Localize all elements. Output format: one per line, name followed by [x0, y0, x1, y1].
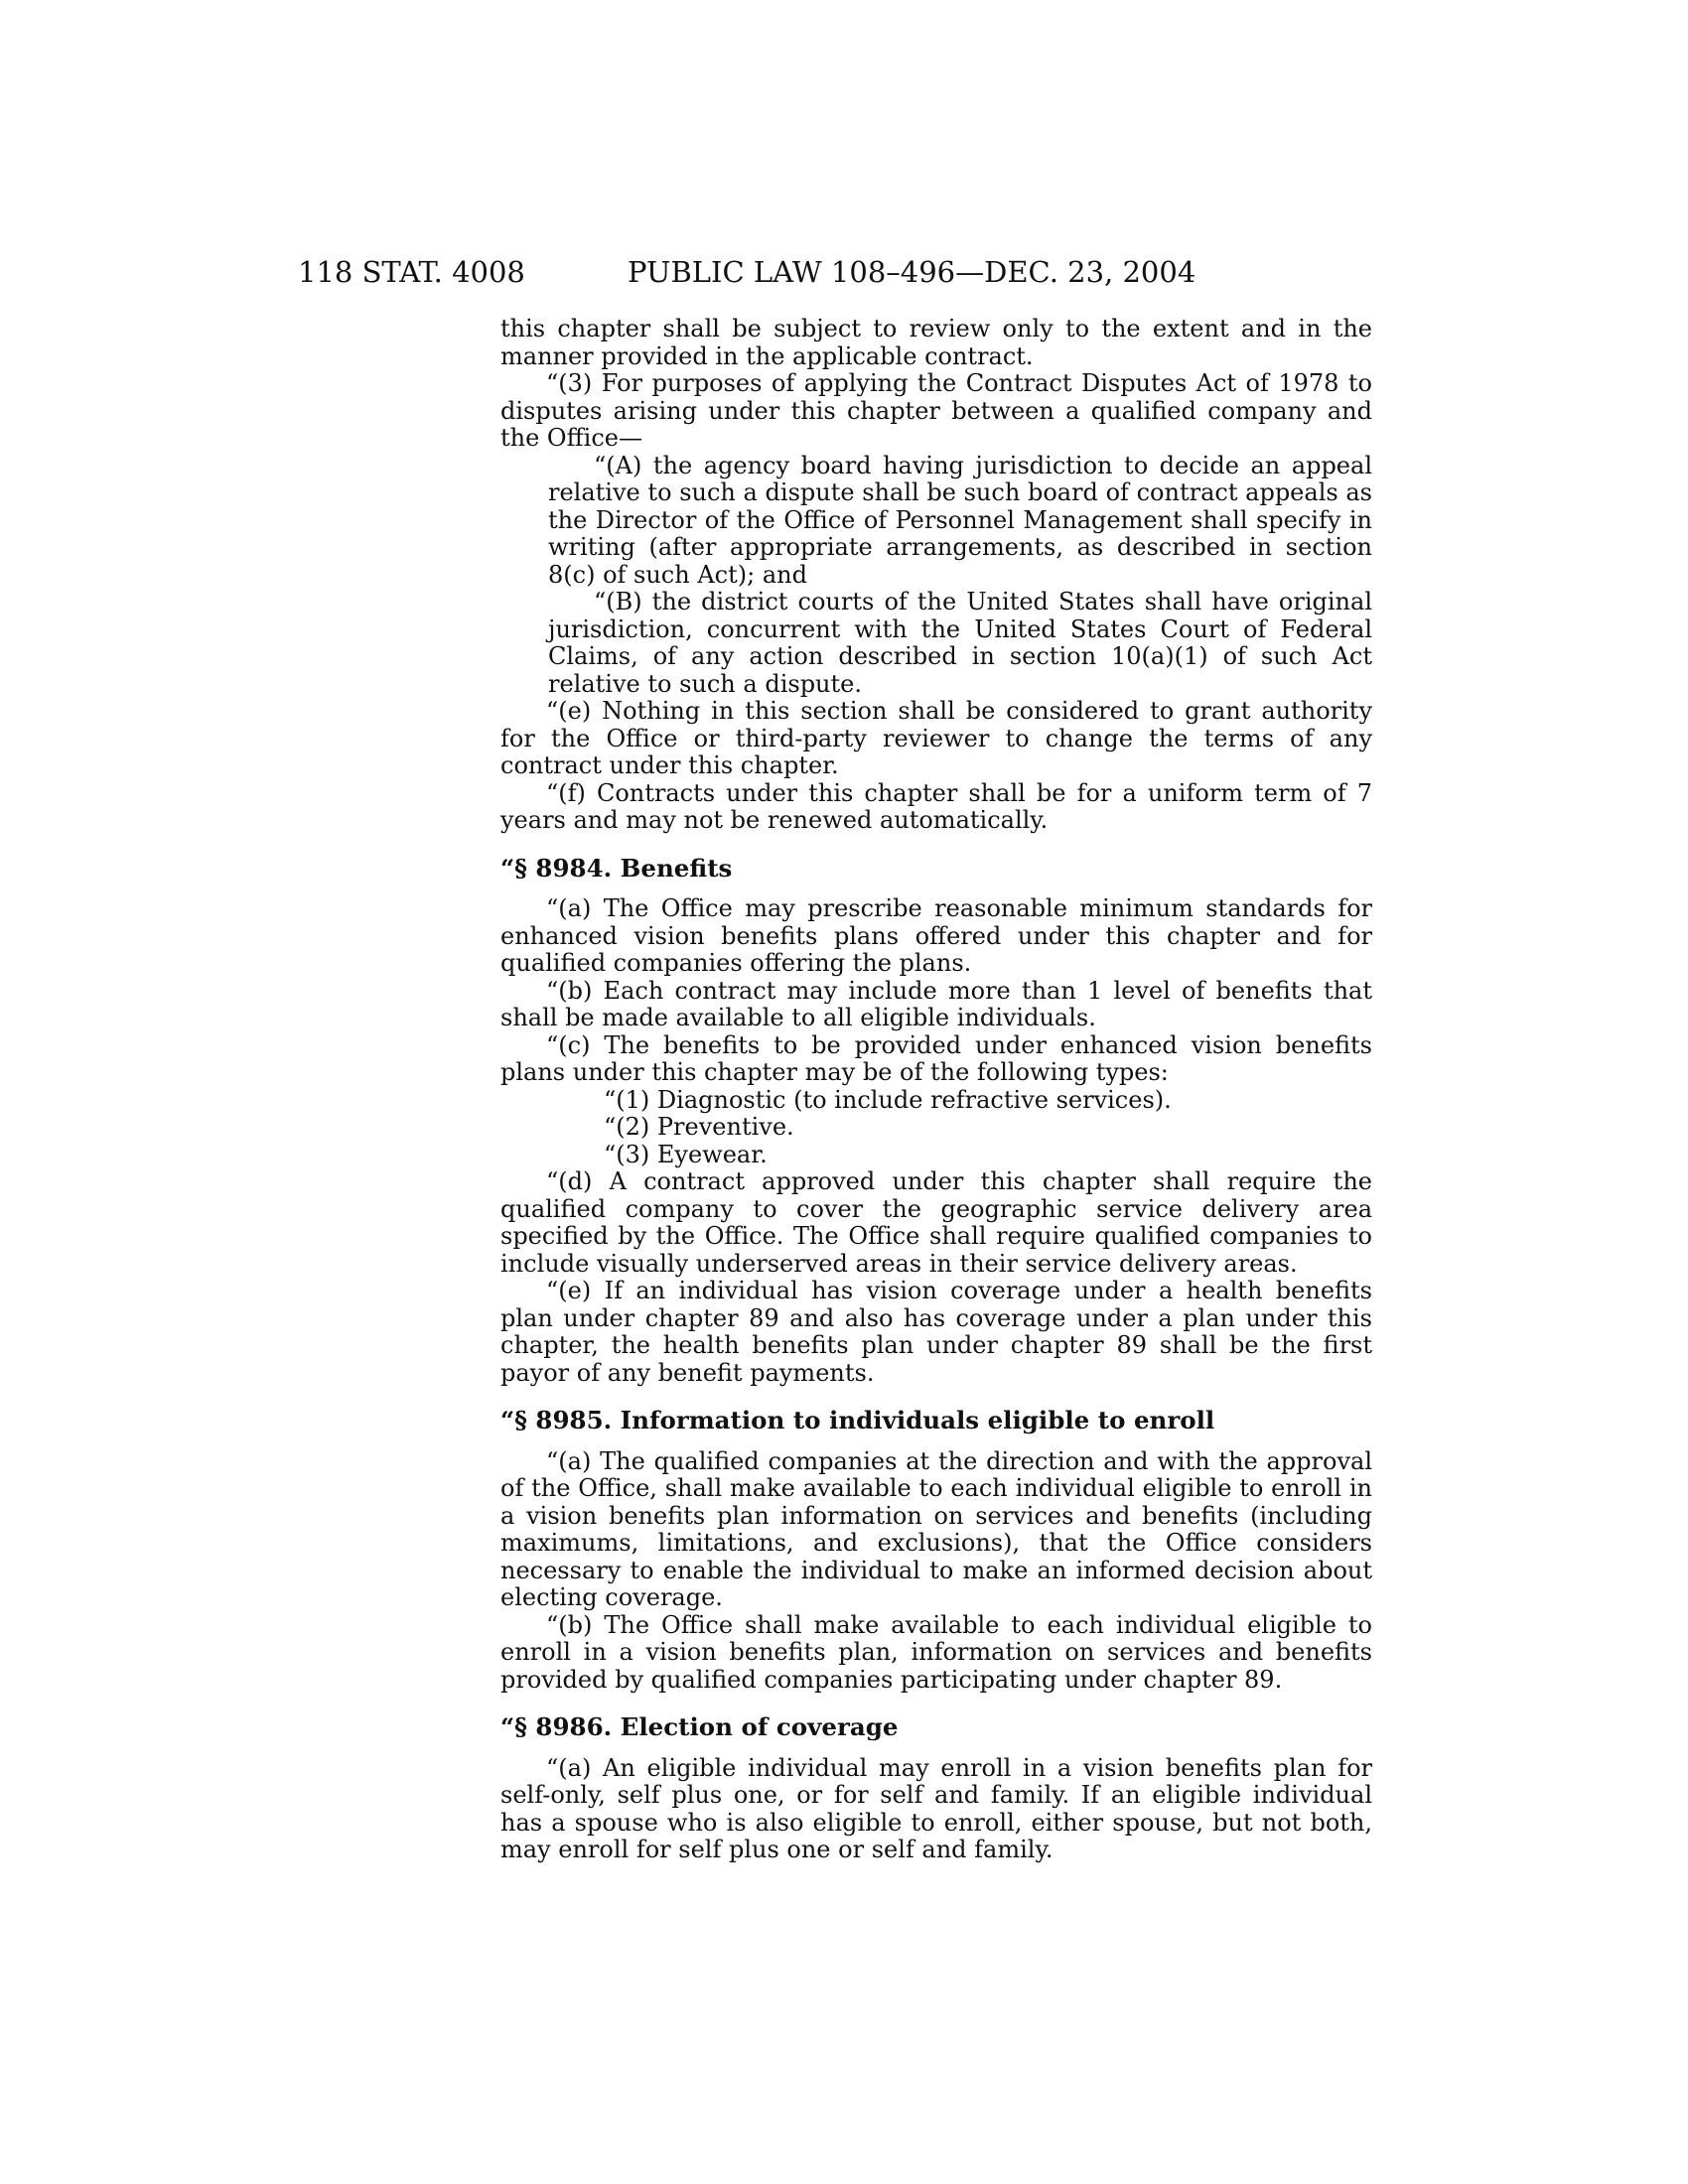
- list-item-diagnostic: “(1) Diagnostic (to include refractive services).: [604, 1085, 1172, 1114]
- list-item-eyewear: “(3) Eyewear.: [604, 1140, 768, 1168]
- paragraph-8984-b: “(b) Each contract may include more than 1 level of benefits that shall be made available to all eligible individuals.: [500, 976, 1372, 1031]
- paragraph-continuation: this chapter shall be subject to review only to the extent and in the manner provided in the applicable contract.: [500, 315, 1372, 370]
- paragraph-8984-a: “(a) The Office may prescribe reasonable minimum standards for enhanced vision benefits plans offered under this chapter and for qualified companies offering the plans.: [500, 894, 1372, 977]
- section-heading-8985: “§ 8985. Information to individuals eligible to enroll: [500, 1406, 1215, 1434]
- paragraph-8984-d: “(d) A contract approved under this chapter shall require the qualified company to cover the geographic service delivery area specified by the Office. The Office shall require qualified companies to include visually underserved areas in their service delivery areas.: [500, 1167, 1372, 1278]
- paragraph-3-contract-disputes: “(3) For purposes of applying the Contract Disputes Act of 1978 to disputes arising under this chapter between a qualified company and the Office—: [500, 369, 1372, 452]
- section-heading-8984: “§ 8984. Benefits: [500, 853, 733, 883]
- page-header: [298, 252, 1370, 292]
- stat-page-number: 118 STAT. 4008: [298, 255, 525, 289]
- list-item-preventive: “(2) Preventive.: [604, 1113, 794, 1141]
- paragraph-8985-b: “(b) The Office shall make available to each individual eligible to enroll in a vision benefits plan, information on services and benefits provided by qualified companies participating under chapter 89.: [500, 1610, 1372, 1694]
- paragraph-8984-e: “(e) If an individual has vision coverage under a health benefits plan under chapter 89 and also has coverage under a plan under this chapter, the health benefits plan under chapter 89 shall be the first payor of any benefit payments.: [500, 1277, 1372, 1387]
- paragraph-8985-a: “(a) The qualified companies at the direction and with the approval of the Office, shall make available to each individual eligible to enroll in a vision benefits plan information on services and benefits (including maximums, limitations, and exclusions), that the Office considers necessary to enable the individual to make an informed decision about electing coverage.: [500, 1446, 1372, 1611]
- subparagraph-b-district-courts: “(B) the district courts of the United States shall have original jurisdiction, concurrent with the United States Court of Federal Claims, of any action described in section 10(a)(1) of such Act relative to such a dispute.: [548, 588, 1372, 698]
- paragraph-f-contract-term: “(f) Contracts under this chapter shall be for a uniform term of 7 years and may not be renewed automatically.: [500, 778, 1372, 834]
- public-law-citation: PUBLIC LAW 108–496—DEC. 23, 2004: [628, 255, 1196, 289]
- document-body: [500, 316, 1372, 1864]
- paragraph-8984-c: “(c) The benefits to be provided under enhanced vision benefits plans under this chapter may be of the following types:: [500, 1030, 1372, 1086]
- section-heading-8986: “§ 8986. Election of coverage: [500, 1712, 899, 1741]
- subparagraph-a-agency-board: “(A) the agency board having jurisdiction to decide an appeal relative to such a dispute shall be such board of contract appeals as the Director of the Office of Personnel Management shall specify in writing (after appropriate arrangements, as described in section 8(c) of such Act); and: [548, 451, 1372, 589]
- paragraph-e-no-authority: “(e) Nothing in this section shall be considered to grant authority for the Office or third-party reviewer to change the terms of any contract under this chapter.: [500, 697, 1372, 779]
- paragraph-8986-a: “(a) An eligible individual may enroll in a vision benefits plan for self-only, self plus one, or for self and family. If an eligible individual has a spouse who is also eligible to enroll, either spouse, but not both, may enroll for self plus one or self and family.: [500, 1753, 1372, 1863]
